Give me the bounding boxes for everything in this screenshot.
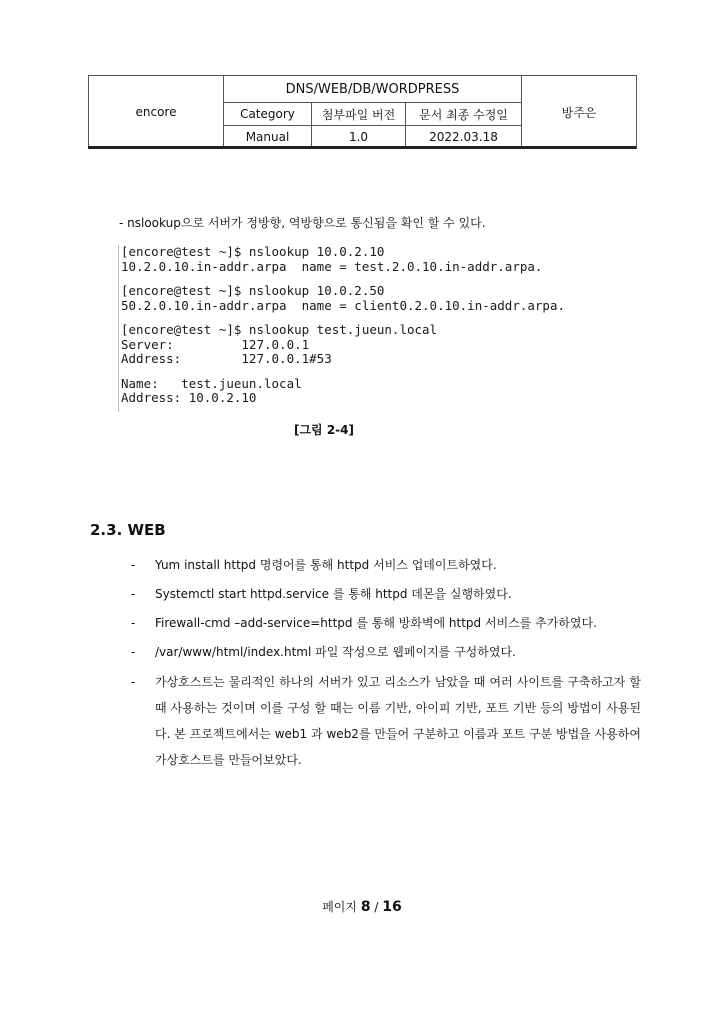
terminal-line: Address: 127.0.0.1#53 [121,351,332,366]
bullet-dash: - [131,616,136,630]
bullet-text: Yum install httpd 명령어를 통해 httpd 서비스 업데이트하였다. [155,558,497,572]
header-title: DNS/WEB/DB/WORDPRESS [224,76,522,103]
list-item [131,616,641,630]
list-item [131,587,641,601]
footer-total-pages: 16 [382,899,402,915]
intro-text: - nslookup으로 서버가 정방향, 역방향으로 통신됨을 확인 할 수 있다. [119,216,486,230]
footer-current-page: 8 [360,899,371,915]
figure-caption: [그림 2-4] [293,423,354,437]
page-footer [0,898,724,915]
terminal-line: [encore@test ~]$ nslookup test.jueun.local [121,322,438,337]
list-item [131,558,641,572]
document-header-table [88,75,637,149]
bullet-text: Systemctl start httpd.service 를 통해 httpd 데몬을 실행하였다. [155,587,512,601]
terminal-line: Server: 127.0.0.1 [121,336,310,352]
bullet-dash: - [131,645,136,659]
bullet-dash: - [131,587,136,601]
header-company: encore [89,76,224,149]
header-col-version: 첨부파일 버전 [312,103,406,126]
header-col-category: Category [224,103,312,126]
footer-separator: / [374,900,379,914]
header-rule [88,146,636,149]
terminal-screenshot [118,244,566,412]
header-col-date: 문서 최종 수정일 [406,103,522,126]
terminal-line: 10.2.0.10.in-addr.arpa name = test.2.0.10.in-addr.arpa. [121,258,543,274]
header-version-value: 1.0 [312,126,406,149]
bullet-text: Firewall-cmd –add-service=httpd 를 통해 방화벽에 httpd 서비스를 추가하였다. [155,616,597,630]
terminal-line: Address: 10.0.2.10 [121,390,257,405]
bullet-text: /var/www/html/index.html 파일 작성으로 웹페이지를 구성하였다. [155,645,516,659]
section-title: 2.3. WEB [90,521,166,539]
terminal-line: [encore@test ~]$ nslookup 10.0.2.50 [121,283,385,298]
bullet-dash: - [131,558,136,572]
bullet-list [131,558,641,788]
terminal-line: [encore@test ~]$ nslookup 10.0.2.10 [121,244,385,259]
terminal-line: 50.2.0.10.in-addr.arpa name = client0.2.0.10.in-addr.arpa. [121,297,566,313]
figure-caption-wrap [0,421,724,438]
header-author: 방주은 [522,76,637,149]
footer-label: 페이지 [322,900,357,914]
list-item [131,669,641,773]
terminal-line: Name: test.jueun.local [121,375,302,391]
bullet-text: 가상호스트는 물리적인 하나의 서버가 있고 리소스가 남았을 때 여러 사이트를 구축하고자 할 때 사용하는 것이며 이를 구성 할 때는 이름 기반, 아이피 기반, 포트 기반 등의 방법이 사용된다. 본 프로젝트에서는 web1 과 web2를 만들어 구분하고 이름과 포트 구분 방법을 사용하여 가상호스트를 만들어보았다. [155,675,641,767]
terminal-line [121,367,541,377]
header-category-value: Manual [224,126,312,149]
list-item [131,645,641,659]
bullet-dash: - [131,675,136,689]
header-date-value: 2022.03.18 [406,126,522,149]
